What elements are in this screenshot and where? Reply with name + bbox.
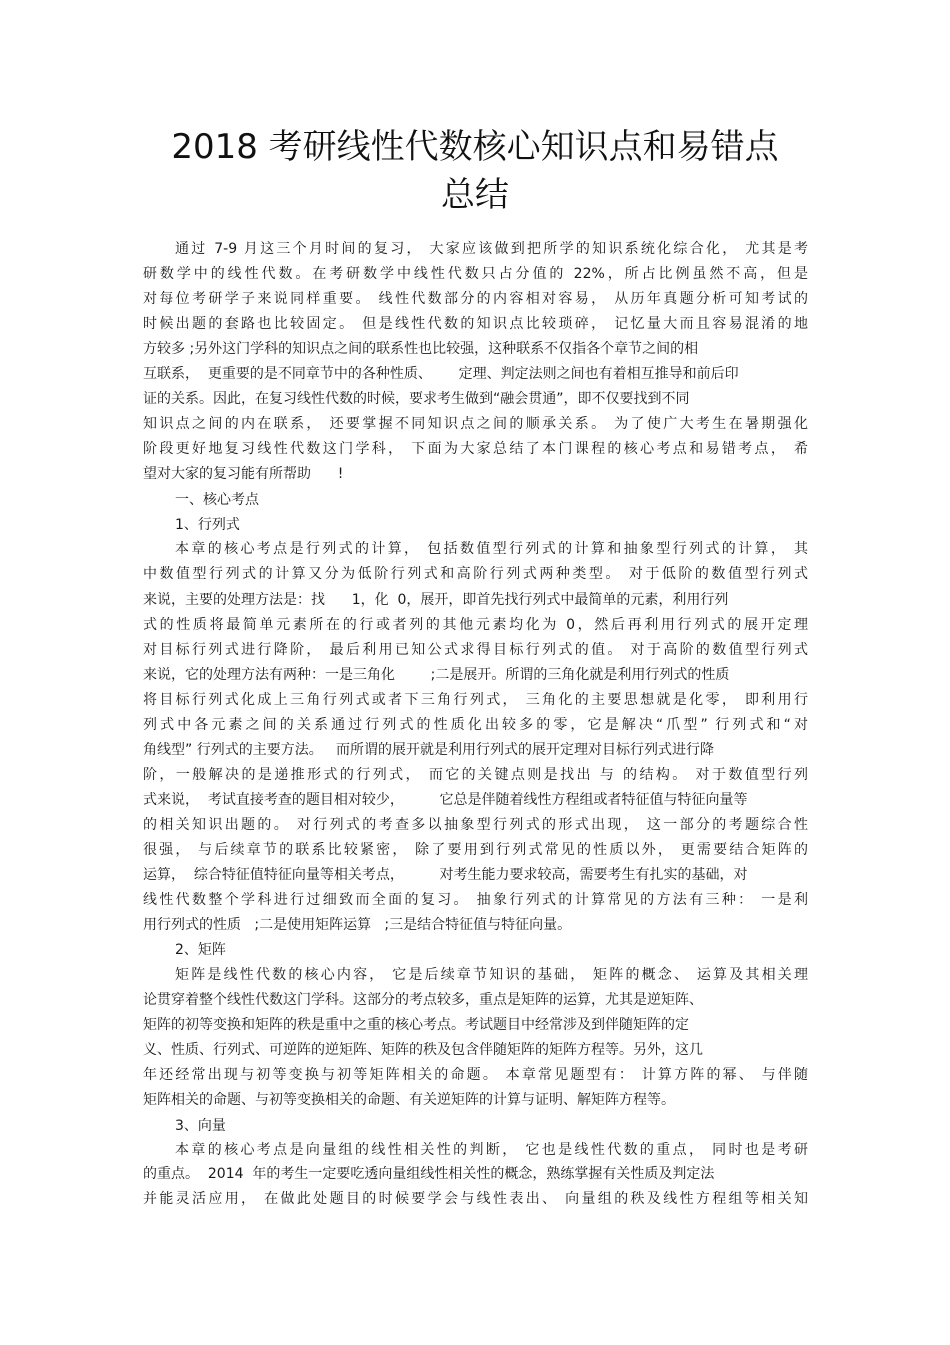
body-text-line: 矩阵相关的命题、与初等变换相关的命题、有关逆矩阵的计算与证明、解矩阵方程等。	[143, 1092, 675, 1108]
body-text-line: 对目标行列式进行降阶， 最后利用已知公式求得目标行列式的值。 对于高阶的数值型行列式	[143, 642, 808, 658]
body-text-line: 时候出题的套路也比较固定。 但是线性代数的知识点比较琐碎， 记忆量大而且容易混淆的地	[143, 316, 808, 332]
body-text-line: 通过 7-9 月这三个月时间的复习， 大家应该做到把所学的知识系统化综合化， 尤其是考	[175, 241, 808, 257]
body-text-line: 角线型” 行列式的主要方法。 而所谓的展开就是利用行列式的展开定理对目标行列式进行降	[143, 742, 715, 758]
body-text-line: 阶段更好地复习线性代数这门学科， 下面为大家总结了本门课程的核心考点和易错考点， 希	[143, 441, 808, 457]
body-text-line: 运算， 综合特征值特征向量等相关考点， 对考生能力要求较高，需要考生有扎实的基础，对	[143, 867, 748, 883]
body-text-line: 知识点之间的内在联系， 还要掌握不同知识点之间的顺承关系。 为了使广大考生在暑期强化	[143, 416, 808, 432]
body-text-line: 式的性质将最简单元素所在的行或者列的其他元素均化为 0，然后再利用行列式的展开定理	[143, 617, 808, 633]
body-text-line: 本章的核心考点是向量组的线性相关性的判断， 它也是线性代数的重点， 同时也是考研	[175, 1142, 808, 1158]
body-text-line: 很强， 与后续章节的联系比较紧密， 除了要用到行列式常见的性质以外， 更需要结合矩阵的	[143, 842, 808, 858]
body-text-line: 证的关系。因此，在复习线性代数的时候，要求考生做到“融会贯通”，即不仅要找到不同	[143, 391, 690, 407]
body-text-line: 来说，主要的处理方法是：找 1，化 0，展开，即首先找行列式中最简单的元素，利用行列	[143, 592, 729, 608]
body-text-line: 的重点。 2014 年的考生一定要吃透向量组线性相关性的概念，熟练掌握有关性质及判定法	[143, 1166, 715, 1182]
body-text-line: 1、行列式	[175, 517, 240, 533]
body-text-line: 列式中各元素之间的关系通过行列式的性质化出较多的零，它是解决“爪型” 行列式和“对	[143, 717, 808, 733]
body-text-line: 式来说， 考试直接考查的题目相对较少， 它总是伴随着线性方程组或者特征值与特征向量等	[143, 792, 748, 808]
body-text-line: 用行列式的性质 ;二是使用矩阵运算 ;三是结合特征值与特征向量。	[143, 917, 572, 933]
body-text-line: 论贯穿着整个线性代数这门学科。这部分的考点较多，重点是矩阵的运算，尤其是逆矩阵、	[143, 992, 703, 1008]
body-text-line: 对每位考研学子来说同样重要。 线性代数部分的内容相对容易， 从历年真题分析可知考试的	[143, 291, 808, 307]
body-text-line: 义、性质、行列式、可逆阵的逆矩阵、矩阵的秩及包含伴随矩阵的矩阵方程等。另外，这几	[143, 1042, 703, 1058]
body-text-line: 2、矩阵	[175, 942, 226, 958]
body-text-line: 的相关知识出题的。 对行列式的考查多以抽象型行列式的形式出现， 这一部分的考题综合性	[143, 817, 808, 833]
body-text-line: 年还经常出现与初等变换与初等矩阵相关的命题。 本章常见题型有： 计算方阵的幂、 与伴随	[143, 1067, 808, 1083]
body-text-line: 本章的核心考点是行列式的计算， 包括数值型行列式的计算和抽象型行列式的计算， 其	[175, 541, 808, 557]
body-text-line: 线性代数整个学科进行过细致而全面的复习。 抽象行列式的计算常见的方法有三种： 一是利	[143, 892, 808, 908]
body-text-line: 方较多 ;另外这门学科的知识点之间的联系性也比较强，这种联系不仅指各个章节之间的相	[143, 341, 699, 357]
body-text-line: 望对大家的复习能有所帮助 !	[143, 466, 344, 482]
body-text-line: 矩阵的初等变换和矩阵的秩是重中之重的核心考点。考试题目中经常涉及到伴随矩阵的定	[143, 1017, 689, 1033]
body-text-line: 矩阵是线性代数的核心内容， 它是后续章节知识的基础， 矩阵的概念、 运算及其相关理	[175, 967, 808, 983]
body-text-line: 3、向量	[175, 1118, 226, 1134]
body-text-line: 并能灵活应用， 在做此处题目的时候要学会与线性表出、 向量组的秩及线性方程组等相关知	[143, 1191, 808, 1207]
body-text-line: 中数值型行列式的计算又分为低阶行列式和高阶行列式两种类型。 对于低阶的数值型行列式	[143, 566, 808, 582]
document-title-line-2: 总结	[441, 175, 509, 215]
body-text-line: 研数学中的线性代数。在考研数学中线性代数只占分值的 22%，所占比例虽然不高，但是	[143, 266, 808, 282]
document-title-line-1: 2018 考研线性代数核心知识点和易错点	[171, 127, 779, 167]
body-text-line: 阶，一般解决的是递推形式的行列式， 而它的关键点则是找出 与 的结构。 对于数值型行列	[143, 767, 808, 783]
body-text-line: 一、核心考点	[175, 492, 259, 508]
body-text-line: 来说，它的处理方法有两种：一是三角化 ;二是展开。所谓的三角化就是利用行列式的性质	[143, 667, 730, 683]
body-text-line: 互联系， 更重要的是不同章节中的各种性质、 定理、判定法则之间也有着相互推导和前后印	[143, 366, 739, 382]
body-text-line: 将目标行列式化成上三角行列式或者下三角行列式， 三角化的主要思想就是化零， 即利用行	[143, 692, 808, 708]
